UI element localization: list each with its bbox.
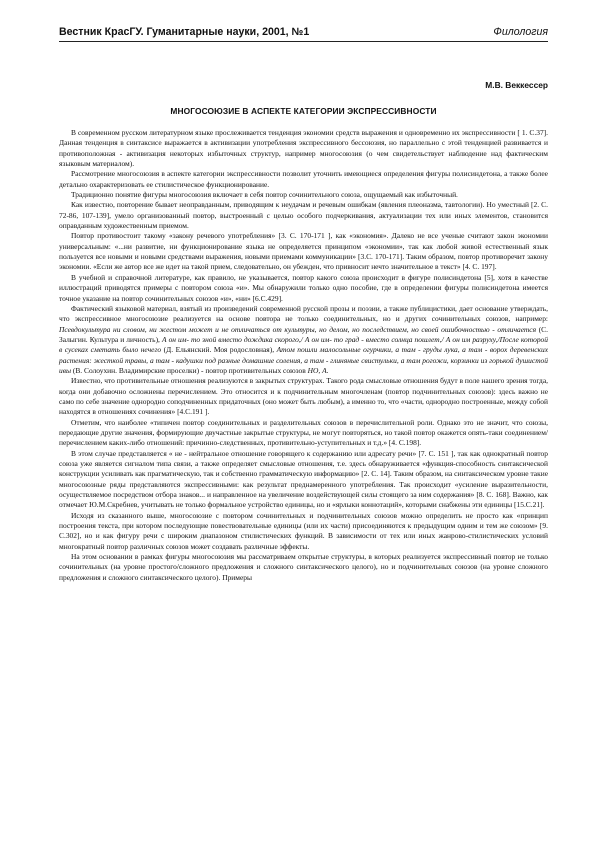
article-body xyxy=(59,128,548,583)
italic-quote: А он им- то зной вместо дождика скорого,/ А он им- то град - вместо солнца пошлет,/ А он им разруху,/После которой в сусеках сметать было нечего xyxy=(59,334,548,355)
paragraph-text: Фактический языковой материал, взятый из произведений современной русской прозы и поэзии, а также публицистики, дает основание утверждать, что экспрессивное многосоюзие реализуется на основе повтора не только соединительных, но и других сочинительных союзов, например: xyxy=(59,303,548,324)
paragraph-text: В современном русском литературном языке прослеживается тенденция экономии средств выражения и одновременно их экспрессивности [ 1. С.37]. Данная тенденция в синтаксисе выражается в активизации употребления экспрессивного бессоюзия, но параллельно с этой тенденцией развивается и противоположная - активизация некоторых избыточных структур, например многосоюзия (о чем свидетельствует наблюдение над фактическим языковым материалом). xyxy=(59,128,548,169)
section-name: Филология xyxy=(493,26,548,38)
paragraph xyxy=(59,200,548,231)
paragraph xyxy=(59,449,548,511)
paragraph xyxy=(59,169,548,190)
paragraph xyxy=(59,511,548,552)
paragraph-text: В этом случае представляется « не - нейтральное отношение говорящего к содержанию или адресату речи» [7. С. 151 ], так как однократный повтор союза уже является сигналом типа связи, а также определяет смысловые отношения, т.е. здесь обнаруживается «функция-способность синтаксической конструкции усиливать как прагматическую, так и собственно грамматическую информацию» [2. С. 14]. Таким образом, на синтаксическом уровне такие многосоюзные ряды представляются экспрессивными: как результат преднамеренного употребления. Так происходит «усиление выразительности, осуществляемое посредством отбора знаков... и направленное на увеличение воздействующей силы стоящего за ним содержания» [8. С. 168]. Важно, как отмечает Ю.М.Скребнев, учитывать не только формальное устройство единицы, но и «ярлыки коннотаций», которыми снабжены эти единицы [15.С.21]. xyxy=(59,448,548,510)
italic-quote: Атом пошли малосольные огурчики, а там - груды лука, а там - ворох деревенских растения: жесткой травы, а там - кадушки под разные домашние соления, а там - глиняные свистульки, а там рогожи, корзинки из горькой душистой ивы xyxy=(59,345,549,375)
paragraph-text: В учебной и справочной литературе, как правило, не указывается, повтор какого союза происходит в фигуре полисиндетона [5], хотя в качестве иллюстраций приводятся примеры с повтором союза «и». Мы обнаружили только одно пособие, где в определении фигуры полисиндетона имеется точное указание на повтор сочинительных союзов «и», «ни» [6.С.429]. xyxy=(59,272,548,303)
paragraph-text: (С. Залыгин. Культура и личность), xyxy=(59,324,549,344)
italic-quote: НО, А. xyxy=(307,365,329,375)
paragraph xyxy=(59,418,548,449)
paragraph-text: (В. Солоухин. Владимирские проселки) - повтор противительных союзов xyxy=(70,365,308,375)
journal-title: Вестник КрасГУ. Гуманитарные науки, 2001, №1 xyxy=(59,26,310,38)
author-name: М.В. Веккессер xyxy=(485,80,548,90)
paragraph-text: Рассмотрение многосоюзия в аспекте категории экспрессивности позволит уточнить имеющиеся определения фигуры полисиндетона, а также более детально охарактеризовать ее стилистическое функционирование. xyxy=(59,169,548,189)
paragraph xyxy=(59,304,548,376)
paragraph-text: Традиционно понятие фигуры многосоюзия включает в себя повтор сочинительного союза, ощущаемый как избыточный. xyxy=(71,190,458,200)
italic-quote: Псевдокультура ни словом, ни жестом может и не отличаться от культуры, но делом, но последствием, но своей ошибочностью - отличается xyxy=(59,324,537,334)
paragraph-text: (Д. Ельянский. Моя родословная), xyxy=(161,345,277,355)
paragraph xyxy=(59,128,548,169)
paragraph-text: Отметим, что наиболее «типичен повтор соединительных и разделительных союзов в перечислительной роли. Однако это не значит, что союзы, передающие другие значения, формирующие двучастные закрытые структуры, не могут повторяться, но такой повтор окажется опять-таки соединением/перечислением каких-либо отношений: причинно-следственных, противительно-уступительных и т.д.» [4. С.198]. xyxy=(59,417,548,448)
paragraph xyxy=(59,231,548,272)
paragraph xyxy=(59,273,548,304)
paragraph-text: На этом основании в рамках фигуры многосоюзия мы рассматриваем открытые структуры, в которых реализуется экспрессивный повтор не только сочинительных (на уровне простого/сложного предложения и сложного синтаксического целого), но и подчинительных союзов (на уровне сложного предложения и сложного синтаксического целого). Примеры xyxy=(59,552,548,582)
paragraph xyxy=(59,190,548,200)
paragraph-text: Повтор противостоит такому «закону речевого употребления» [3. С. 170-171 ], как «экономия». Далеко не все ученые считают закон экономии универсальным: «...ни развитие, ни функционирование языка не определяется принципом «экономии», так как любой живой естественный язык пользуется все новыми и новыми средствами выражения, новыми приемами коммуникации» [3.С. 170-171]. Таким образом, повтор противоречит закону экономии. «Если же автор все же идет на такой прием, следовательно, он убежден, что привносит нечто значительное в текст» [4. С. 197]. xyxy=(59,231,548,272)
paragraph-text: Известно, что противительные отношения реализуются в закрытых структурах. Такого рода смысловые отношения будут в поле нашего зрения тогда, когда они добавочно осложнены перечислением. Это относится и к подчинительным многочленам (повтор подчинительных союзов): здесь важно не само по себе значение однородно соподчиненных придаточных (оно может быть любым), а именно то, что «части, однородно построенные, между собой находятся в отношениях сочинения» [4.С.191 ]. xyxy=(59,376,548,417)
paragraph-text: Как известно, повторение бывает неоправданным, приводящим к неудачам и речевым ошибкам (явления плеоназма, тавтологии). Но уместный [2. С. 72-86, 107-139], умело организованный повтор, выстроенный с целью особого подчеркивания, актуализации тех или иных элементов, становится оправданным художественным приемом. xyxy=(59,200,548,231)
running-header xyxy=(59,26,548,42)
paragraph xyxy=(59,552,548,583)
paragraph xyxy=(59,376,548,417)
paragraph-text: Исходя из сказанного выше, многосоюзие с повтором сочинительных и подчинительных союзов можно определить не просто как «принцип построения текста, при котором последующие повествовательные единицы (или их части) присоединяются к предыдущим одним и тем же союзом» [9. С.302], но и как фигуру речи с широким диапазоном стилистических функций. В зависимости от тех или иных жанрово-стилистических условий многократный повтор различных союзов может создавать различные эффекты. xyxy=(59,510,548,551)
article-title: МНОГОСОЮЗИЕ В АСПЕКТЕ КАТЕГОРИИ ЭКСПРЕССИВНОСТИ xyxy=(170,106,437,116)
